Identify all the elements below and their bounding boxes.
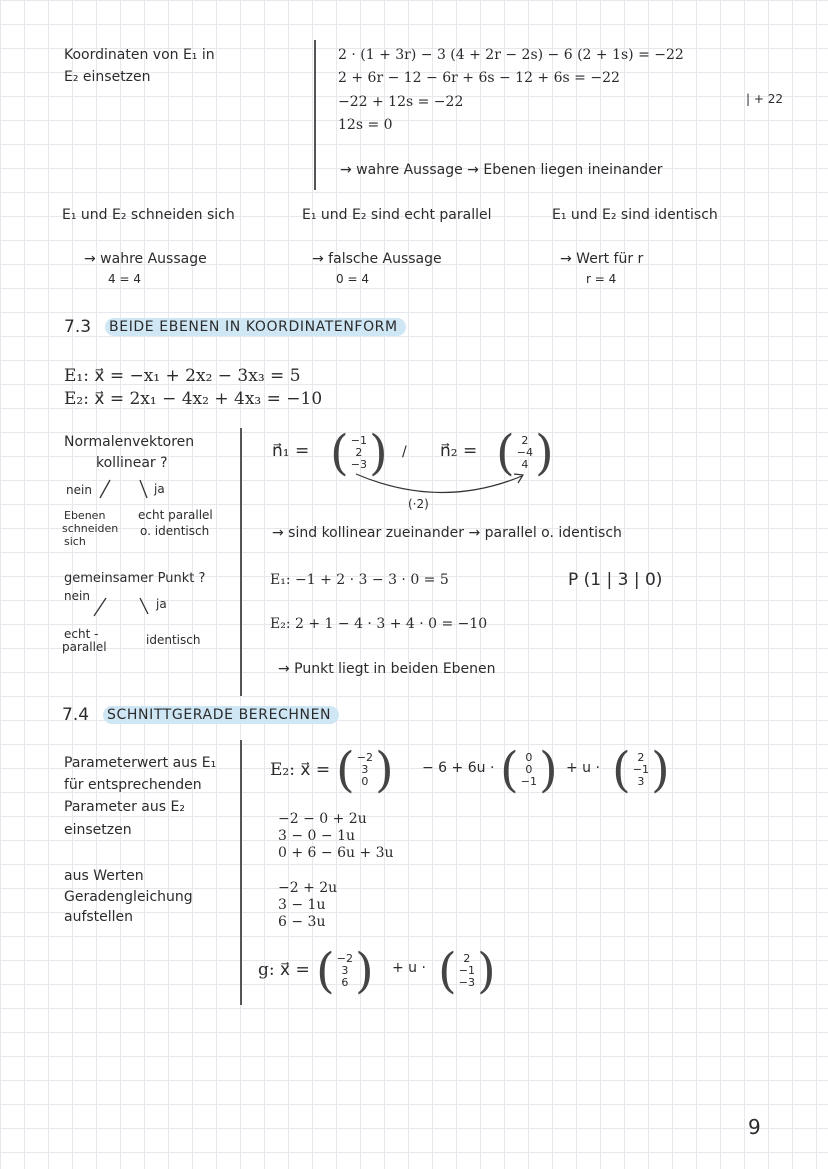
section-7-3-title: BEIDE EBENEN IN KOORDINATENFORM bbox=[105, 318, 406, 336]
case-identical-title: E₁ und E₂ sind identisch bbox=[552, 207, 718, 223]
g-v2-x: 2 bbox=[463, 952, 471, 965]
calc2-row-1: −2 + 2u bbox=[278, 880, 338, 896]
left-label-line-1: Koordinaten von E₁ in bbox=[64, 47, 215, 63]
point-check-result: → Punkt liegt in beiden Ebenen bbox=[278, 661, 496, 677]
tree2-branches bbox=[88, 596, 158, 620]
top-divider bbox=[314, 40, 316, 190]
e2-param-vector-3: ( 2 −1 3 ) bbox=[612, 742, 670, 798]
procedure-line-3: Parameter aus E₂ bbox=[64, 799, 185, 815]
procedure-line-2: für entsprechenden bbox=[64, 777, 202, 793]
collinear-question-line-2: kollinear ? bbox=[96, 455, 168, 471]
e2-v1-x: −2 bbox=[356, 751, 373, 764]
tree1-yes-result-2: o. identisch bbox=[140, 524, 210, 538]
g-v1-x: −2 bbox=[336, 952, 353, 965]
case-identical-result: → Wert für r bbox=[560, 251, 644, 267]
e2-v3-y: −1 bbox=[632, 763, 649, 776]
line-g-plus: + u · bbox=[392, 960, 426, 976]
e2-v1-y: 3 bbox=[361, 763, 369, 776]
collinear-text: → sind kollinear zueinander → parallel o. identisch bbox=[272, 525, 622, 541]
case-identical-example: r = 4 bbox=[586, 272, 617, 286]
plane-e2-equation: E₂: x⃗ = 2x₁ − 4x₂ + 4x₃ = −10 bbox=[64, 389, 323, 409]
e2-v1-z: 0 bbox=[361, 775, 369, 788]
procedure-line-1: Parameterwert aus E₁ bbox=[64, 755, 217, 771]
vector-separator: / bbox=[402, 444, 407, 460]
left-label-line-2: E₂ einsetzen bbox=[64, 69, 151, 85]
common-point-question: gemeinsamer Punkt ? bbox=[64, 571, 206, 586]
factor-label: (·2) bbox=[408, 497, 429, 511]
n2-vector: ( 2 −4 4 ) bbox=[496, 425, 554, 481]
e2-param-plus: + u · bbox=[566, 760, 600, 776]
case-intersect-title: E₁ und E₂ schneiden sich bbox=[62, 207, 235, 223]
top-conclusion: → wahre Aussage → Ebenen liegen ineinander bbox=[340, 162, 663, 178]
n1-x: −1 bbox=[350, 434, 367, 447]
n2-x: 2 bbox=[521, 434, 529, 447]
tree2-yes: ja bbox=[156, 597, 167, 611]
section-7-4-heading bbox=[62, 704, 339, 726]
equation-line-1: 2 · (1 + 3r) − 3 (4 + 2r − 2s) − 6 (2 + 1s) = −22 bbox=[338, 47, 684, 63]
line-g-support-vector: ( −2 3 6 ) bbox=[316, 943, 374, 999]
e2-param-vector-2: ( 0 0 −1 ) bbox=[500, 742, 558, 798]
g-v1-y: 3 bbox=[341, 964, 349, 977]
section-7-3-heading bbox=[64, 316, 406, 338]
point-check-e2: E₂: 2 + 1 − 4 · 3 + 4 · 0 = −10 bbox=[270, 616, 488, 632]
tree1-yes: ja bbox=[154, 482, 165, 496]
n2-label: n⃗₂ = bbox=[440, 441, 478, 461]
equation-note: | + 22 bbox=[746, 92, 783, 106]
e2-v2-x: 0 bbox=[525, 751, 533, 764]
procedure-line-4: einsetzen bbox=[64, 822, 132, 838]
calc2-row-3: 6 − 3u bbox=[278, 914, 326, 930]
section-7-4-divider bbox=[240, 740, 242, 1005]
n1-z: −3 bbox=[350, 458, 367, 471]
n2-y: −4 bbox=[516, 446, 533, 459]
g-v1-z: 6 bbox=[341, 976, 349, 989]
case-intersect-result: → wahre Aussage bbox=[84, 251, 207, 267]
calc1-row-2: 3 − 0 − 1u bbox=[278, 828, 355, 844]
tree1-yes-result-1: echt parallel bbox=[138, 508, 213, 522]
e2-param-middle: − 6 + 6u · bbox=[422, 760, 495, 776]
e2-param-label: E₂: x⃗ = bbox=[270, 760, 331, 780]
e2-v3-z: 3 bbox=[637, 775, 645, 788]
calc1-row-1: −2 − 0 + 2u bbox=[278, 811, 367, 827]
tree2-yes-result: identisch bbox=[146, 633, 201, 647]
n1-components bbox=[349, 435, 369, 471]
g-v2-y: −1 bbox=[458, 964, 475, 977]
case-parallel-title: E₁ und E₂ sind echt parallel bbox=[302, 207, 492, 223]
equation-line-2: 2 + 6r − 12 − 6r + 6s − 12 + 6s = −22 bbox=[338, 70, 620, 86]
common-point: P (1 | 3 | 0) bbox=[568, 570, 663, 590]
section-7-3-number: 7.3 bbox=[64, 317, 92, 337]
plane-e1-equation: E₁: x⃗ = −x₁ + 2x₂ − 3x₃ = 5 bbox=[64, 366, 301, 386]
case-intersect-example: 4 = 4 bbox=[108, 272, 141, 286]
calc1-row-3: 0 + 6 − 6u + 3u bbox=[278, 845, 394, 861]
procedure-line-7: aufstellen bbox=[64, 909, 134, 925]
e2-param-vector-1: ( −2 3 0 ) bbox=[336, 742, 394, 798]
collinear-question-line-1: Normalenvektoren bbox=[64, 434, 195, 450]
section-7-4-title: SCHNITTGERADE BERECHNEN bbox=[103, 706, 339, 724]
tree2-no: nein bbox=[64, 589, 90, 603]
e2-v2-z: −1 bbox=[520, 775, 537, 788]
equation-line-3: −22 + 12s = −22 bbox=[338, 94, 464, 110]
tree1-no-result-1: Ebenen bbox=[64, 509, 106, 522]
tree1-no-result-2: schneiden bbox=[62, 522, 119, 535]
case-parallel-result: → falsche Aussage bbox=[312, 251, 442, 267]
n1-vector: ( −1 2 −3 ) bbox=[330, 425, 388, 481]
factor-arrow bbox=[350, 470, 530, 504]
tree1-branches bbox=[95, 478, 155, 502]
case-parallel-example: 0 = 4 bbox=[336, 272, 369, 286]
line-g-direction-vector: ( 2 −1 −3 ) bbox=[438, 943, 496, 999]
n2-z: 4 bbox=[521, 458, 529, 471]
procedure-line-6: Geradengleichung bbox=[64, 889, 193, 905]
page-number: 9 bbox=[748, 1115, 761, 1139]
g-v2-z: −3 bbox=[458, 976, 475, 989]
n1-y: 2 bbox=[355, 446, 363, 459]
e2-v3-x: 2 bbox=[637, 751, 645, 764]
point-check-e1: E₁: −1 + 2 · 3 − 3 · 0 = 5 bbox=[270, 572, 449, 588]
tree2-no-result-1: echt - bbox=[64, 627, 99, 641]
section-7-4-number: 7.4 bbox=[62, 705, 90, 725]
equation-line-4: 12s = 0 bbox=[338, 117, 393, 133]
n1-label: n⃗₁ = bbox=[272, 441, 310, 461]
section-7-3-divider bbox=[240, 428, 242, 696]
e2-v2-y: 0 bbox=[525, 763, 533, 776]
line-g-label: g: x⃗ = bbox=[258, 960, 310, 980]
procedure-line-5: aus Werten bbox=[64, 868, 144, 884]
tree1-no-result-3: sich bbox=[64, 535, 86, 548]
n2-components bbox=[515, 435, 535, 471]
tree2-no-result-2: parallel bbox=[62, 640, 107, 654]
tree1-no: nein bbox=[66, 483, 92, 497]
calc2-row-2: 3 − 1u bbox=[278, 897, 326, 913]
